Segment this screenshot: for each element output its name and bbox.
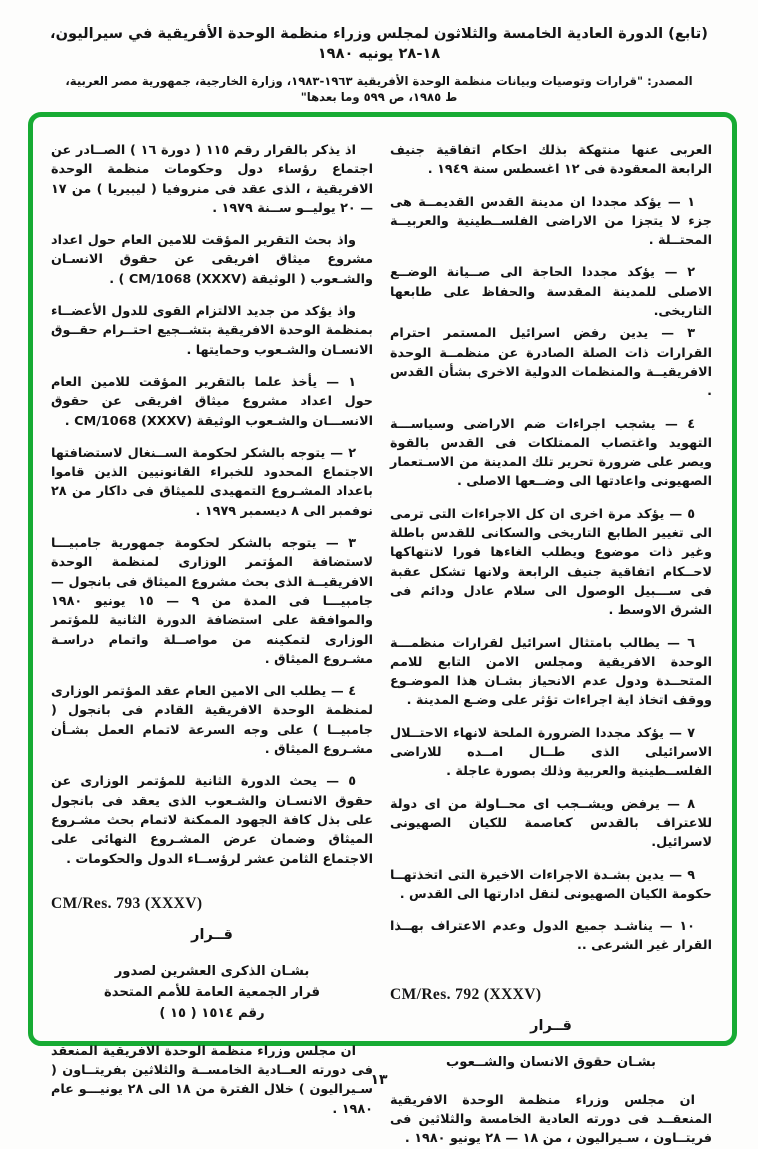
subject-line: قرار الجمعية العامة للأمم المتحدة: [103, 984, 321, 1000]
numbered-item: ٤ — يشجب اجراءات ضم الاراضى وسياســـة التهويد واغتصاب الممتلكات فى القدس بالقوة ويصر على ضرورة تحرير تلك المدينة من الاسـتعمار الصهيونى واعادتها الى وضــعها الاصلى .: [390, 416, 712, 490]
numbered-item: ٢ — يؤكد مجددا الحاجة الى صــيانة الوضــع الاصلى للمدينة المقدسة والحفاظ على طابعها التاريخى.: [390, 265, 712, 320]
preamble-rest: التقرير المؤقت للامين العام حول اعداد مشروع ميثاق افريقى عن حقوق الانسـان والشـعوب ( الوثيقة ⁦CM/1068 (XXXV)⁩ ) .: [51, 233, 373, 287]
numbered-item: ٢ — يتوجه بالشكر لحكومة الســنغال لاستضافتها الاجتماع المحدود للخبراء القانونيين الذين قاموا باعداد المشـروع التمهيدى للميثاق فى داكار من ٢٨ نوفمبر الى ٨ ديسمبر ١٩٧٩ .: [51, 445, 373, 519]
paragraph-continuation: العربى عنها منتهكة بذلك احكام اتفاقية جنيف الرابعة المعقودة فى ١٢ اغسطس سنة ١٩٤٩ .: [390, 143, 712, 178]
numbered-item: ١ — يؤكد مجددا ان مدينة القدس القديمــة هى جزء لا يتجزا من الاراضى الفلســطينية والعربيــة المحتــلة .: [390, 194, 712, 249]
resolution-subject: [51, 961, 373, 1024]
column-right: [390, 141, 712, 1147]
item-number: ٣ —: [316, 536, 356, 552]
resolution-opening: ان مجلس وزراء منظمة الوحدة الافريقية المنعقد فى دورته العــادية الخامســة والثلاثين بفريتــاون ( سـيراليون ) خلال الفترة من ١٨ الى ٢٨ يونيـــو عام ١٩٨٠ .: [51, 1043, 373, 1117]
document-page: [0, 24, 758, 1147]
page-number: ١٣: [370, 1072, 388, 1088]
preamble-paragraph: [51, 231, 373, 289]
numbered-item: ٥ — يؤكد مرة اخرى ان كل الاجراءات التى ترمى الى تغيير الطابع التاريخى والسكانى للقدس باطلة وغير ذات موضوع ويطلب الغاءها فورا لانتهاكها لاحــكام اتفاقية جنيف الرابعة ولانها تشكل عقبة فى ســـبيل الوصول الى سلام عادل ودائم فى الشرق الاوسط .: [390, 506, 712, 619]
numbered-item: ١ — يأخذ علما بالتقرير المؤقت للامين العام حول اعداد مشروع ميثاق افريقى عن حقوق الانســـان والشـعوب الوثيقة ⁦CM/1068 (XXXV)⁩ .: [51, 374, 373, 429]
column-left: [51, 141, 373, 1117]
numbered-item: ٣ — يدين رفض اسرائيل المستمر احترام القرارات ذات الصلة الصادرة عن منظمــة الوحدة الافريقيــة والمنظمات الدولية الاخرى بشأن القدس .: [390, 326, 712, 400]
preamble-lead: واذ يؤكد: [304, 304, 356, 320]
item-lead: يتوجه: [281, 536, 317, 552]
numbered-item: ٥ — يحث الدورة الثانية للمؤتمر الوزارى عن حقوق الانسـان والشـعوب الذى يعقد فى بانجول على بذل كافة الجهود الممكنة لاتمام بحث مشـروع الميثاق وضمان عرض المشـروع النهائى على الاجتماع الثامن عشر لرؤســاء الدول والحكومات .: [51, 774, 373, 867]
resolution-title: قــرار: [530, 1017, 572, 1034]
resolution-title: قــرار: [191, 926, 233, 943]
item-rest: بالشكر لحكومة جمهورية جامبيـــا لاستضافة المؤتمر الوزارى لمنظمة الوحدة الافريقيــة الذى بحث مشروع الميثاق فى بانجول — جامبيـــا فى المدة من ٩ — ١٥ يونيو ١٩٨٠ والموافقة على استضافة الدورة الثانية للمؤتمر الوزارى لتمكينه من مواصــلة واتمام دراسـة مشـروع الميثاق .: [51, 536, 373, 667]
numbered-item: [51, 534, 373, 669]
numbered-item: ٨ — يرفض ويشــجب اى محــاولة من اى دولة للاعتراف بالقدس كعاصمة للكيان الصهيونى لاسرائيل.: [390, 796, 712, 851]
resolution-code: CM/Res. 793 (XXXV): [51, 894, 203, 912]
page-header: [0, 24, 758, 105]
preamble-rest: من جديد الالتزام القوى للدول الأعضــاء بمنظمة الوحدة الافريقية بتشــجيع احتــرام حقــوق الانسـان والشـعوب وحمايتها .: [51, 304, 373, 358]
numbered-item: ٦ — يطالب بامتثال اسرائيل لقرارات منظمـــة الوحدة الافريقية ومجلس الامن التابع للامم المتحــدة ودول عدم الانحياز بشـان هذا الموضـوع ووقف اتخاذ اية اجراءات تؤثر على وضـع المدينة .: [390, 635, 712, 709]
resolution-opening: ان مجلس وزراء منظمة الوحدة الافريقية المنعقــد فى دورته العادية الخامسة والثلاثين فى فريتــاون ، سـيراليون ، من ١٨ — ٢٨ يونيو ١٩٨٠ .: [390, 1092, 712, 1147]
subject-line: رقم ١٥١٤ ( ١٥ ): [159, 1005, 265, 1021]
preamble-lead: واذ بحث: [304, 233, 356, 249]
resolution-code: CM/Res. 792 (XXXV): [390, 985, 542, 1003]
subject-line: بشـان الذكرى العشرين لصدور: [114, 963, 310, 979]
resolution-subject: بشـان حقوق الانسان والشــعوب: [446, 1054, 656, 1070]
numbered-item: ٤ — يطلب الى الامين العام عقد المؤتمر الوزارى لمنظمة الوحدة الافريقية القادم فى بانجول ( جامبيــا ) على وجه السرعة لاتمام العمل بشـأن مشـروع الميثاق .: [51, 684, 373, 758]
preamble-paragraph: اذ يذكر بالقرار رقم ١١٥ ( دورة ١٦ ) الصــادر عن اجتماع رؤساء دول وحكومات منظمة الوحدة الافريقية ، الذى عقد فى منروفيا ( ليبيريا ) من ١٧ — ٢٠ يوليــو ســنة ١٩٧٩ .: [51, 143, 373, 216]
session-title: (تابع) الدورة العادية الخامسة والثلاثون لمجلس وزراء منظمة الوحدة الأفريقية في سيراليون، ١٨-٢٨ يونيه ١٩٨٠: [50, 25, 708, 62]
numbered-item: ٧ — يؤكد مجددا الضرورة الملحة لانهاء الاحتــلال الاسرائيلى الذى طــال امــده للاراضى الفلســطينية والعربية وذلك بصورة عاجلة .: [390, 725, 712, 780]
numbered-item: ١٠ — يناشـد جميع الدول وعدم الاعتراف بهــذا القرار غير الشرعى ..: [390, 919, 712, 954]
numbered-item: ٩ — يدين بشـدة الاجراءات الاخيرة التى اتخذتهــا حكومة الكيان الصهيونى لنقل ادارتها الى القدس .: [390, 867, 712, 902]
source-citation: المصدر: "قرارات وتوصيات وبيانات منظمة الوحدة الأفريقية ١٩٦٣-١٩٨٣، وزارة الخارجية، جمهورية مصر العربية، ط ١٩٨٥، ص ٥٩٩ وما بعدها": [65, 74, 693, 104]
preamble-paragraph: [51, 302, 373, 360]
